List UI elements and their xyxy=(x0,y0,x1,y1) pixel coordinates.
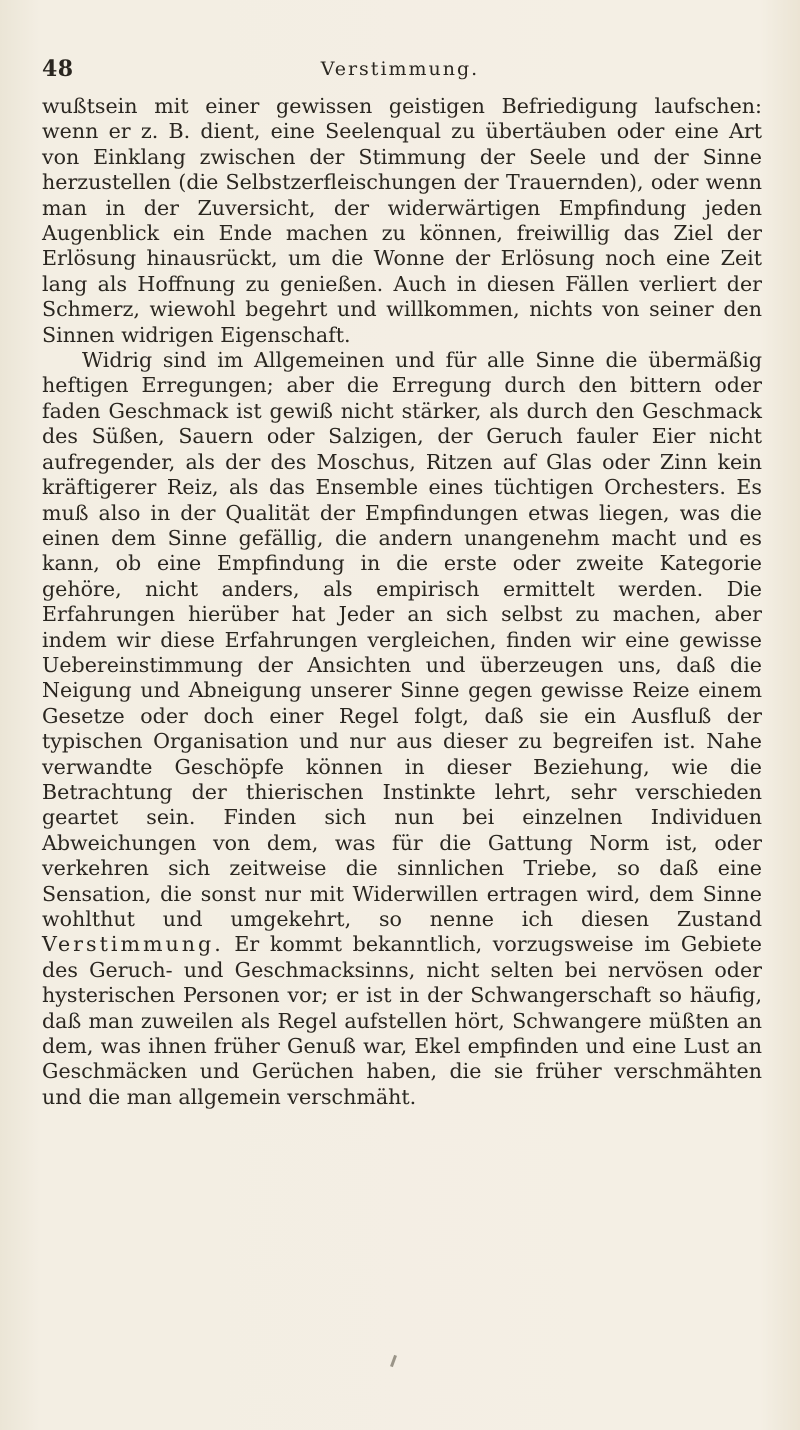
running-head: Verstimmung. xyxy=(320,58,480,80)
paragraph-2-text-before: Widrig sind im Allgemeinen und für alle Sinne die übermäßig heftigen Erregungen; aber die Erregung durch den bittern oder faden Geschmack ist gewiß nicht stärker, als durch den Geschmack des Süßen, Sauern oder Salzigen, der Geruch fauler Eier nicht aufregender, als der des Moschus, Ritzen auf Glas oder Zinn kein kräftigerer Reiz, als das Ensemble eines tüchtigen Orchesters. Es muß also in der Qualität der Empfindungen etwas liegen, was die einen dem Sinne gefällig, die andern unangenehm macht und es kann, ob eine Empfindung in die erste oder zweite Kategorie gehöre, nicht anders, als empirisch ermittelt werden. Die Erfahrungen hierüber hat Jeder an sich selbst zu machen, aber indem wir diese Erfahrungen vergleichen, finden wir eine gewisse Uebereinstimmung der Ansichten und überzeugen uns, daß die Neigung und Abneigung unserer Sinne gegen gewisse Reize einem Gesetze oder doch einer Regel folgt, daß sie ein Ausfluß der typischen Organisation und nur aus dieser zu begreifen ist. Nahe verwandte Geschöpfe können in dieser Beziehung, wie die Betrachtung der thierischen Instinkte lehrt, sehr verschieden geartet sein. Finden sich nun bei einzelnen Individuen Abweichungen von dem, was für die Gattung Norm ist, oder verkehren sich zeitweise die sinnlichen Triebe, so daß eine Sensation, die sonst nur mit Widerwillen ertragen wird, dem Sinne wohlthut und umgekehrt, so nenne ich diesen Zustand xyxy=(42,348,762,931)
page-header xyxy=(38,56,762,86)
ink-mark xyxy=(390,1355,397,1367)
body-text xyxy=(42,94,762,1110)
paragraph-2-text-after: Er kommt bekanntlich, vorzugsweise im Gebiete des Geruch- und Geschmacksinns, nicht selten bei nervösen oder hysterischen Personen vor; er ist in der Schwangerschaft so häufig, daß man zuweilen als Regel aufstellen hört, Schwangere müßten an dem, was ihnen früher Genuß war, Ekel empfinden und eine Lust an Geschmäcken und Gerüchen haben, die sie früher verschmähten und die man allgemein verschmäht. xyxy=(42,932,762,1109)
page-number: 48 xyxy=(42,56,74,82)
paragraph-1: wußtsein mit einer gewissen geistigen Befriedigung laufschen: wenn er z. B. dient, eine Seelenqual zu übertäuben oder eine Art von Einklang zwischen der Stimmung der Seele und der Sinne herzustellen (die Selbstzerfleischungen der Trauernden), oder wenn man in der Zuversicht, der widerwärtigen Empfindung jeden Augenblick ein Ende machen zu können, freiwillig das Ziel der Erlösung hinausrückt, um die Wonne der Erlösung noch eine Zeit lang als Hoffnung zu genießen. Auch in diesen Fällen verliert der Schmerz, wiewohl begehrt und willkommen, nichts von seiner den Sinnen widrigen Eigenschaft. xyxy=(42,94,762,347)
paragraph-2 xyxy=(42,348,762,1110)
emphasized-term: Verstimmung. xyxy=(42,932,224,957)
